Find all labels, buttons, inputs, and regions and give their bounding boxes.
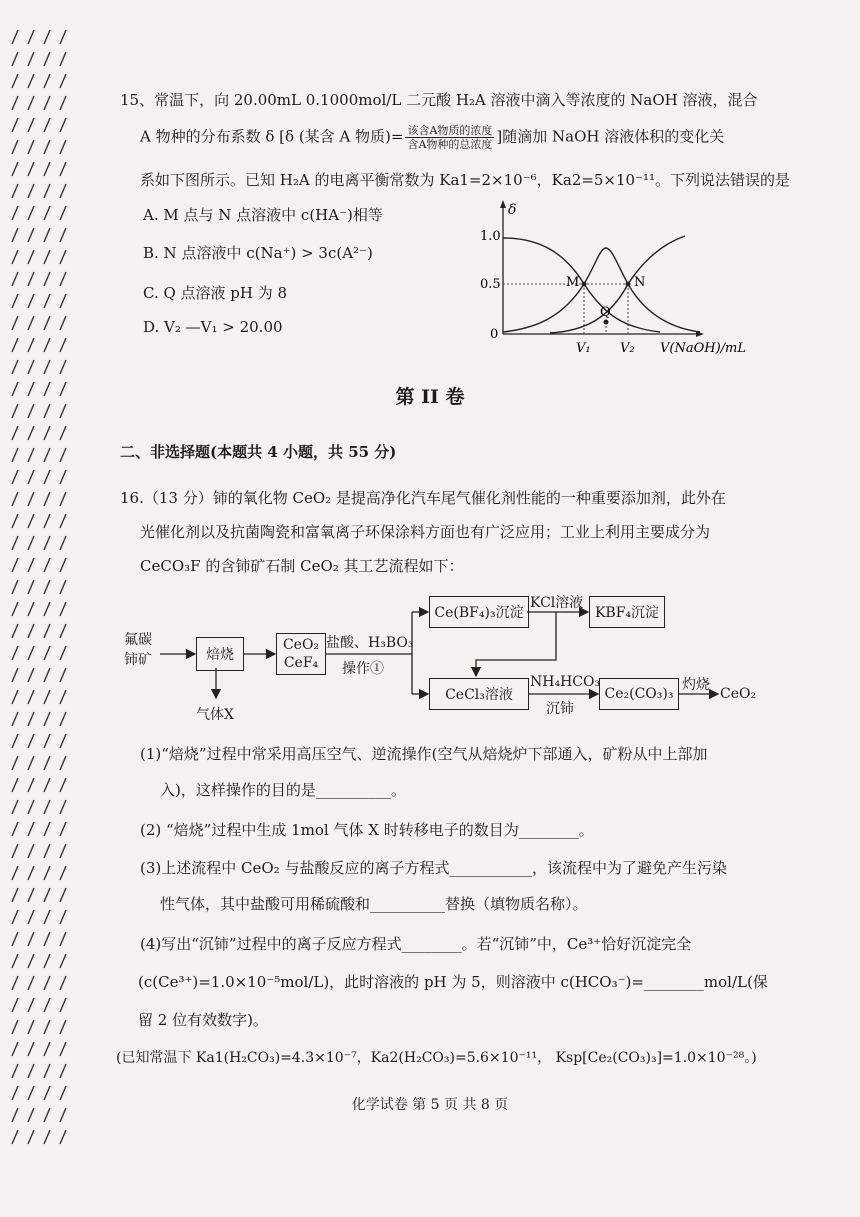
- hatch-stroke: [12, 822, 18, 836]
- hatch-stroke: [44, 492, 50, 506]
- hatch-stroke: [12, 30, 18, 44]
- hatch-stroke: [28, 536, 34, 550]
- hatch-stroke: [60, 206, 66, 220]
- hatch-stroke: [12, 778, 18, 792]
- fraction-numerator: 该含A物质的浓度: [407, 124, 493, 137]
- hatch-stroke: [60, 492, 66, 506]
- hatch-stroke: [12, 756, 18, 770]
- hatch-stroke: [28, 250, 34, 264]
- hatch-stroke: [44, 734, 50, 748]
- hatch-stroke: [12, 1042, 18, 1056]
- hatch-stroke: [12, 800, 18, 814]
- q16-sub2: (2) “焙烧”过程中生成 1mol 气体 X 时转移电子的数目为________。: [140, 821, 594, 839]
- q16-known-constants: (已知常温下 Ka1(H₂CO₃)=4.3×10⁻⁷，Ka2(H₂CO₃)=5.6×10⁻¹¹， Ksp[Ce₂(CO₃)₃]=1.0×10⁻²⁸。): [116, 1050, 757, 1066]
- hatch-stroke: [28, 140, 34, 154]
- hatch-stroke: [60, 140, 66, 154]
- mix-box: [276, 633, 326, 675]
- hatch-stroke: [12, 1020, 18, 1034]
- hatch-stroke: [12, 998, 18, 1012]
- hatch-stroke: [12, 910, 18, 924]
- q15-option-c: C. Q 点溶液 pH 为 8: [143, 284, 288, 302]
- point-m-label: M: [566, 275, 580, 290]
- q16-sub1-a: (1)“焙烧”过程中常采用高压空气、逆流操作(空气从焙烧炉下部通入，矿粉从中上部加: [140, 745, 708, 763]
- hatch-stroke: [28, 800, 34, 814]
- hatch-stroke: [12, 1130, 18, 1144]
- ore-label-line1: 氟碳: [124, 632, 152, 648]
- hatch-stroke: [44, 250, 50, 264]
- hatch-stroke: [12, 558, 18, 572]
- hatch-stroke: [12, 228, 18, 242]
- hatch-stroke: [28, 30, 34, 44]
- hatch-stroke: [12, 954, 18, 968]
- hatch-stroke: [44, 118, 50, 132]
- hatch-stroke: [44, 338, 50, 352]
- point-n-marker: [626, 282, 631, 287]
- point-q-marker: [604, 320, 609, 325]
- cecl3-box: CeCl₃溶液: [429, 678, 529, 710]
- hatch-stroke: [60, 74, 66, 88]
- hatch-stroke: [12, 272, 18, 286]
- hatch-stroke: [12, 162, 18, 176]
- q16-sub3-a: (3)上述流程中 CeO₂ 与盐酸反应的离子方程式___________，该流程中为了避免产生污染: [140, 859, 727, 877]
- hatch-stroke: [28, 866, 34, 880]
- hatch-stroke: [12, 536, 18, 550]
- hatch-stroke: [60, 294, 66, 308]
- q16-sub4-b: (c(Ce³⁺)=1.0×10⁻⁵mol/L)，此时溶液的 pH 为 5，则溶液中 c(HCO₃⁻)=________mol/L(保: [138, 973, 768, 991]
- fraction-denominator: 含A物种的总浓度: [407, 138, 493, 151]
- hatch-stroke: [44, 140, 50, 154]
- y-tick-0-5: 0.5: [480, 277, 501, 292]
- hatch-stroke: [12, 470, 18, 484]
- hatch-stroke: [12, 360, 18, 374]
- hatch-stroke: [12, 866, 18, 880]
- hatch-stroke: [28, 206, 34, 220]
- q15-line2-post: ]随滴加 NaOH 溶液体积的变化关: [496, 127, 725, 146]
- q16-sub4-a: (4)写出“沉铈”过程中的离子反应方程式________。若“沉铈”中，Ce³⁺恰好沉淀完全: [140, 935, 692, 953]
- hatch-stroke: [60, 118, 66, 132]
- hatch-stroke: [60, 514, 66, 528]
- q15-line3: 系如下图所示。已知 H₂A 的电离平衡常数为 Ka1=2×10⁻⁶，Ka2=5×10⁻¹¹。下列说法错误的是: [140, 171, 791, 189]
- hatch-stroke: [44, 294, 50, 308]
- hatch-stroke: [44, 998, 50, 1012]
- hatch-stroke: [60, 338, 66, 352]
- hatch-stroke: [44, 470, 50, 484]
- hatch-stroke: [44, 228, 50, 242]
- hatch-stroke: [12, 338, 18, 352]
- q16-line2: 光催化剂以及抗菌陶瓷和富氧离子环保涂料方面也有广泛应用；工业上利用主要成分为: [140, 523, 711, 541]
- hatch-stroke: [44, 932, 50, 946]
- x-tick-v1: V₁: [576, 341, 591, 356]
- hatch-stroke: [28, 976, 34, 990]
- hatch-stroke: [28, 778, 34, 792]
- hatch-stroke: [44, 514, 50, 528]
- hatch-stroke: [60, 998, 66, 1012]
- hatch-stroke: [44, 954, 50, 968]
- hatch-stroke: [44, 206, 50, 220]
- hatch-stroke: [44, 778, 50, 792]
- hatch-stroke: [28, 558, 34, 572]
- nh4hco3-label: NH₄HCO₃: [530, 674, 601, 690]
- hatch-stroke: [44, 30, 50, 44]
- hatch-stroke: [44, 844, 50, 858]
- section-title: 第 II 卷: [395, 386, 465, 408]
- hatch-stroke: [28, 1064, 34, 1078]
- hatch-stroke: [28, 492, 34, 506]
- hatch-stroke: [28, 360, 34, 374]
- reagent-label: 盐酸、H₃BO₃: [326, 635, 414, 651]
- y-tick-0: 0: [490, 327, 499, 342]
- q16-sub3-b: 性气体，其中盐酸可用稀硫酸和__________替换（填物质名称）。: [160, 895, 588, 913]
- section-heading: 二、非选择题(本题共 4 小题，共 55 分): [120, 443, 397, 461]
- hatch-stroke: [12, 888, 18, 902]
- hatch-stroke: [60, 888, 66, 902]
- hatch-stroke: [44, 162, 50, 176]
- hatch-stroke: [60, 426, 66, 440]
- hatch-stroke: [28, 932, 34, 946]
- q15-option-b: B. N 点溶液中 c(Na⁺) > 3c(A²⁻): [143, 244, 373, 262]
- hatch-stroke: [44, 52, 50, 66]
- hatch-stroke: [60, 316, 66, 330]
- hatch-stroke: [60, 470, 66, 484]
- hatch-stroke: [28, 514, 34, 528]
- hatch-stroke: [60, 536, 66, 550]
- hatch-stroke: [44, 1064, 50, 1078]
- hatch-stroke: [44, 536, 50, 550]
- hatch-stroke: [60, 448, 66, 462]
- hatch-stroke: [60, 250, 66, 264]
- ceo2-product: CeO₂: [720, 686, 757, 702]
- precip-label: 沉铈: [546, 701, 574, 717]
- hatch-stroke: [28, 1042, 34, 1056]
- hatch-stroke: [28, 888, 34, 902]
- point-q-label: Q: [600, 305, 611, 320]
- hatch-stroke: [12, 976, 18, 990]
- page-footer: 化学试卷 第 5 页 共 8 页: [351, 1097, 509, 1113]
- kcl-label: KCl溶液: [530, 595, 584, 611]
- hatch-stroke: [28, 844, 34, 858]
- hatch-stroke: [60, 1064, 66, 1078]
- ce-bf4-box: Ce(BF₄)₃沉淀: [429, 596, 529, 628]
- hatch-stroke: [28, 734, 34, 748]
- hatch-stroke: [44, 96, 50, 110]
- mix-cef4: CeF₄: [283, 655, 319, 671]
- hatch-stroke: [12, 448, 18, 462]
- hatch-stroke: [28, 954, 34, 968]
- distribution-chart: [470, 198, 760, 358]
- hatch-stroke: [44, 448, 50, 462]
- hatch-stroke: [28, 272, 34, 286]
- q15-line1: 15、常温下，向 20.00mL 0.1000mol/L 二元酸 H₂A 溶液中滴入等浓度的 NaOH 溶液，混合: [120, 91, 758, 109]
- hatch-stroke: [60, 184, 66, 198]
- hatch-stroke: [12, 140, 18, 154]
- hatch-stroke: [28, 1130, 34, 1144]
- ce2co3-box: Ce₂(CO₃)₃: [599, 678, 679, 710]
- hatch-stroke: [28, 96, 34, 110]
- hatch-stroke: [28, 756, 34, 770]
- hatch-stroke: [12, 250, 18, 264]
- hatch-stroke: [44, 426, 50, 440]
- hatch-stroke: [44, 910, 50, 924]
- hatch-stroke: [60, 1042, 66, 1056]
- hatch-stroke: [12, 294, 18, 308]
- hatch-stroke: [12, 426, 18, 440]
- hatch-stroke: [60, 976, 66, 990]
- hatch-stroke: [44, 866, 50, 880]
- x-tick-v2: V₂: [620, 341, 635, 356]
- hatch-stroke: [12, 118, 18, 132]
- hatch-stroke: [12, 844, 18, 858]
- roast-box: 焙烧: [196, 637, 244, 671]
- q15-fraction: [405, 124, 494, 151]
- q16-line1: 16.（13 分）铈的氧化物 CeO₂ 是提高净化汽车尾气催化剂性能的一种重要添加剂，此外在: [120, 489, 726, 507]
- hatch-stroke: [28, 294, 34, 308]
- hatch-stroke: [60, 30, 66, 44]
- hatch-stroke: [44, 184, 50, 198]
- hatch-stroke: [12, 1064, 18, 1078]
- y-axis-label: δ: [508, 202, 517, 218]
- hatch-stroke: [44, 272, 50, 286]
- hatch-stroke: [12, 184, 18, 198]
- q16-sub1-b: 入)，这样操作的目的是__________。: [160, 781, 406, 799]
- hatch-stroke: [12, 52, 18, 66]
- ore-label-line2: 铈矿: [124, 652, 152, 668]
- hatch-stroke: [60, 756, 66, 770]
- x-axis-label: V(NaOH)/mL: [660, 341, 746, 356]
- point-n-label: N: [634, 275, 646, 290]
- hatch-stroke: [28, 52, 34, 66]
- hatch-stroke: [12, 492, 18, 506]
- hatch-stroke: [28, 998, 34, 1012]
- hatch-stroke: [28, 470, 34, 484]
- hatch-stroke: [60, 778, 66, 792]
- q15-line2-pre: A 物种的分布系数 δ [δ (某含 A 物质)=: [140, 127, 404, 146]
- hatch-stroke: [12, 96, 18, 110]
- hatch-stroke: [60, 844, 66, 858]
- hatch-stroke: [28, 316, 34, 330]
- hatch-stroke: [12, 734, 18, 748]
- hatch-stroke: [60, 954, 66, 968]
- y-tick-1-0: 1.0: [480, 229, 501, 244]
- hatch-stroke: [44, 888, 50, 902]
- hatch-stroke: [60, 734, 66, 748]
- ore-label: [124, 630, 152, 670]
- point-m-marker: [582, 282, 587, 287]
- hatch-stroke: [60, 162, 66, 176]
- hatch-stroke: [28, 74, 34, 88]
- hatch-stroke: [44, 558, 50, 572]
- q16-sub4-c: 留 2 位有效数字)。: [138, 1011, 268, 1029]
- hatch-stroke: [28, 448, 34, 462]
- hatch-stroke: [60, 910, 66, 924]
- calcine-label: 灼烧: [682, 677, 710, 693]
- hatch-stroke: [44, 316, 50, 330]
- hatch-stroke: [12, 206, 18, 220]
- hatch-stroke: [44, 800, 50, 814]
- hatch-stroke: [44, 360, 50, 374]
- hatch-stroke: [44, 74, 50, 88]
- hatch-stroke: [28, 822, 34, 836]
- hatch-stroke: [60, 360, 66, 374]
- q16-line3: CeCO₃F 的含铈矿石制 CeO₂ 其工艺流程如下：: [140, 557, 464, 575]
- hatch-stroke: [28, 1020, 34, 1034]
- y-axis-arrow: [500, 200, 506, 208]
- hatch-stroke: [28, 338, 34, 352]
- hatch-stroke: [44, 976, 50, 990]
- hatch-stroke: [28, 184, 34, 198]
- hatch-stroke: [28, 228, 34, 242]
- hatch-stroke: [60, 1130, 66, 1144]
- hatch-stroke: [60, 96, 66, 110]
- hatch-stroke: [60, 1020, 66, 1034]
- operation-label: 操作①: [342, 661, 384, 677]
- hatch-stroke: [60, 52, 66, 66]
- hatch-stroke: [60, 228, 66, 242]
- hatch-stroke: [12, 932, 18, 946]
- hatch-stroke: [12, 514, 18, 528]
- hatch-stroke: [60, 866, 66, 880]
- hatch-stroke: [44, 1130, 50, 1144]
- hatch-stroke: [28, 162, 34, 176]
- hatch-stroke: [44, 822, 50, 836]
- hatch-stroke: [12, 74, 18, 88]
- hatch-stroke: [44, 756, 50, 770]
- hatch-stroke: [60, 272, 66, 286]
- mix-ceo2: CeO₂: [282, 637, 320, 653]
- kbf4-box: KBF₄沉淀: [589, 596, 665, 628]
- hatch-stroke: [60, 822, 66, 836]
- hatch-stroke: [28, 910, 34, 924]
- hatch-stroke: [44, 1042, 50, 1056]
- q15-option-a: A. M 点与 N 点溶液中 c(HA⁻)相等: [143, 206, 383, 224]
- hatch-stroke: [12, 316, 18, 330]
- hatch-stroke: [60, 800, 66, 814]
- q15-line2: [140, 124, 724, 151]
- gas-x-label: 气体X: [196, 707, 234, 723]
- hatch-stroke: [60, 932, 66, 946]
- q15-option-d: D. V₂ —V₁ > 20.00: [143, 318, 283, 336]
- hatch-stroke: [44, 1020, 50, 1034]
- hatch-stroke: [28, 426, 34, 440]
- hatch-stroke: [28, 118, 34, 132]
- hatch-stroke: [60, 558, 66, 572]
